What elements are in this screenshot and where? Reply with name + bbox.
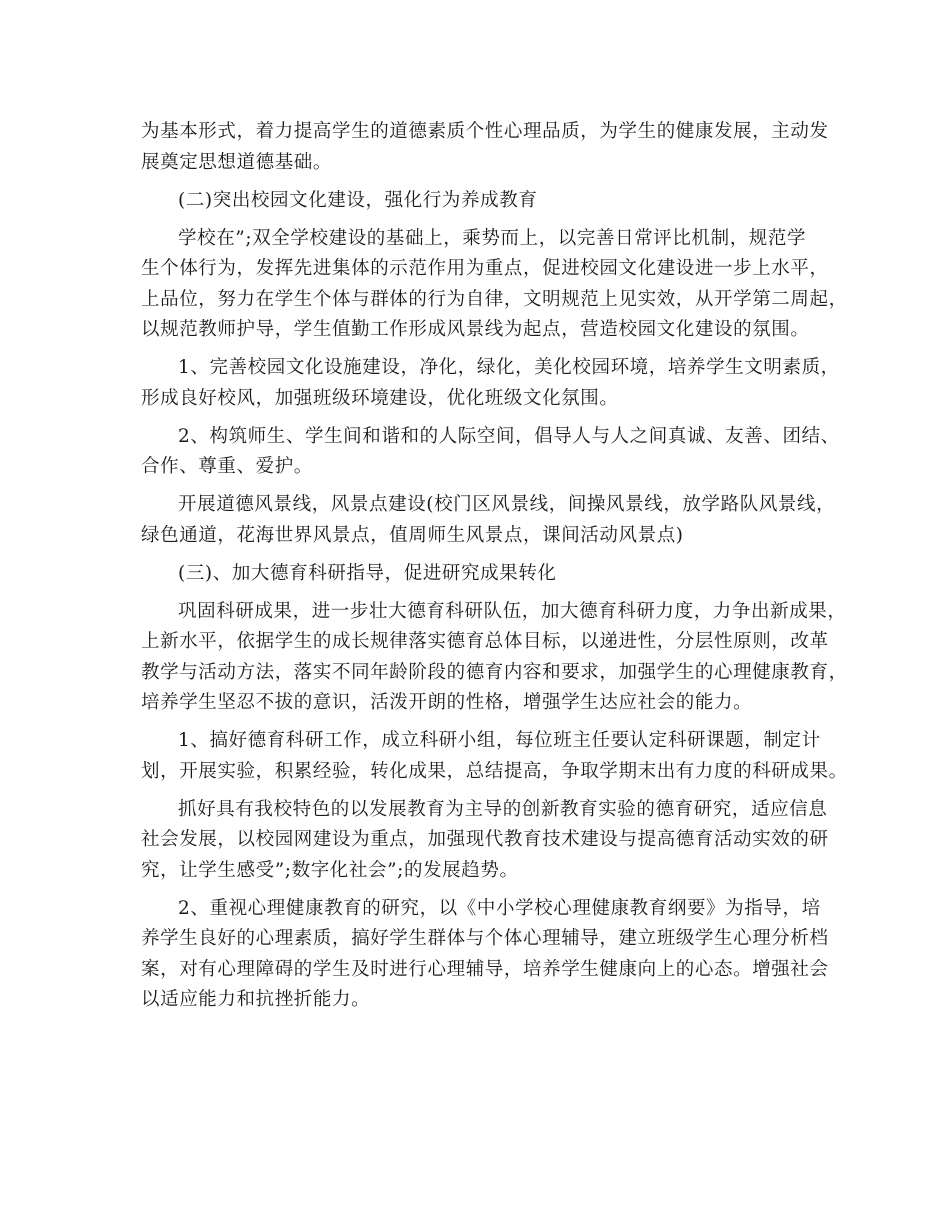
paragraph-p7 [141,559,831,590]
paragraph-p2 [141,186,831,217]
document-body [141,117,848,1023]
text-line: 生个体行为，发挥先进集体的示范作用为重点，促进校园文化建设进一步上水平， [141,258,829,279]
text-line: 上品位，努力在学生个体与群体的行为自律，文明规范上见实效，从开学第二周起， [141,288,848,310]
paragraph-p5 [141,422,840,483]
text-line: 展奠定思想道德基础。 [141,151,333,173]
paragraph-p11 [141,894,831,1016]
paragraph-p9 [141,726,848,787]
text-line: 1、搞好德育科研工作，成立科研小组，每位班主任要认定科研课题，制定计 [178,730,821,751]
text-line: 1、完善校园文化设施建设，净化，绿化，美化校园环境，培养学生文明素质， [178,357,840,378]
text-line: 养学生良好的心理素质，搞好学生群体与个体心理辅导，建立班级学生心理分析档 [141,928,829,949]
paragraph-p8 [141,597,848,719]
text-line: 培养学生坚忍不拔的意识，活泼开朗的性格，增强学生达应社会的能力。 [141,692,753,713]
text-line: 绿色通道，花海世界风景点，值周师生风景点，课间活动风景点) [141,524,684,546]
text-line: 案，对有心理障碍的学生及时进行心理辅导，培养学生健康向上的心态。增强社会 [141,958,829,980]
text-line: 以规范教师护导，学生值勤工作形成风景线为起点，营造校园文化建设的氛围。 [141,319,810,340]
text-line: 以适应能力和抗挫折能力。 [141,989,371,1010]
paragraph-p10 [141,795,831,887]
text-line: 教学与活动方法，落实不同年龄阶段的德育内容和要求，加强学生的心理健康教育， [141,661,848,683]
paragraph-p6 [141,490,836,551]
paragraph-p3 [141,224,848,346]
text-line: 社会发展，以校园网建设为重点，加强现代教育技术建设与提高德育活动实效的研 [141,829,829,850]
paragraph-p4 [141,353,840,414]
text-line: 形成良好校风，加强班级环境建设，优化班级文化氛围。 [141,387,619,409]
text-line: 合作、尊重、爱护。 [141,456,313,477]
text-line: 划，开展实验，积累经验，转化成果，总结提高，争取学期末出有力度的科研成果。 [141,760,848,782]
text-line: (三)、加大德育科研指导，促进研究成果转化 [178,562,557,584]
text-line: 为基本形式，着力提高学生的道德素质个性心理品质，为学生的健康发展，主动发 [141,121,829,142]
text-line: 2、构筑师生、学生间和谐和的人际空间，倡导人与人之间真诚、友善、团结、 [178,425,840,447]
text-line: 2、重视心理健康教育的研究，以《中小学校心理健康教育纲要》为指导，培 [178,897,821,919]
text-line: 学校在”;双全学校建设的基础上，乘势而上，以完善日常评比机制，规范学 [178,227,807,249]
text-line: (二)突出校园文化建设，强化行为养成教育 [178,189,538,211]
text-line: 上新水平，依据学生的成长规律落实德育总体目标，以递进性，分层性原则，改革 [141,631,829,652]
text-line: 究，让学生感受”;数字化社会”;的发展趋势。 [141,859,519,881]
text-line: 开展道德风景线，风景点建设(校门区风景线，间操风景线，放学路队风景线， [178,494,836,515]
paragraph-p1 [141,117,831,178]
text-line: 巩固科研成果，进一步壮大德育科研队伍，加大德育科研力度，力争出新成果， [178,600,847,622]
text-line: 抓好具有我校特色的以发展教育为主导的创新教育实验的德育研究，适应信息 [178,798,828,820]
